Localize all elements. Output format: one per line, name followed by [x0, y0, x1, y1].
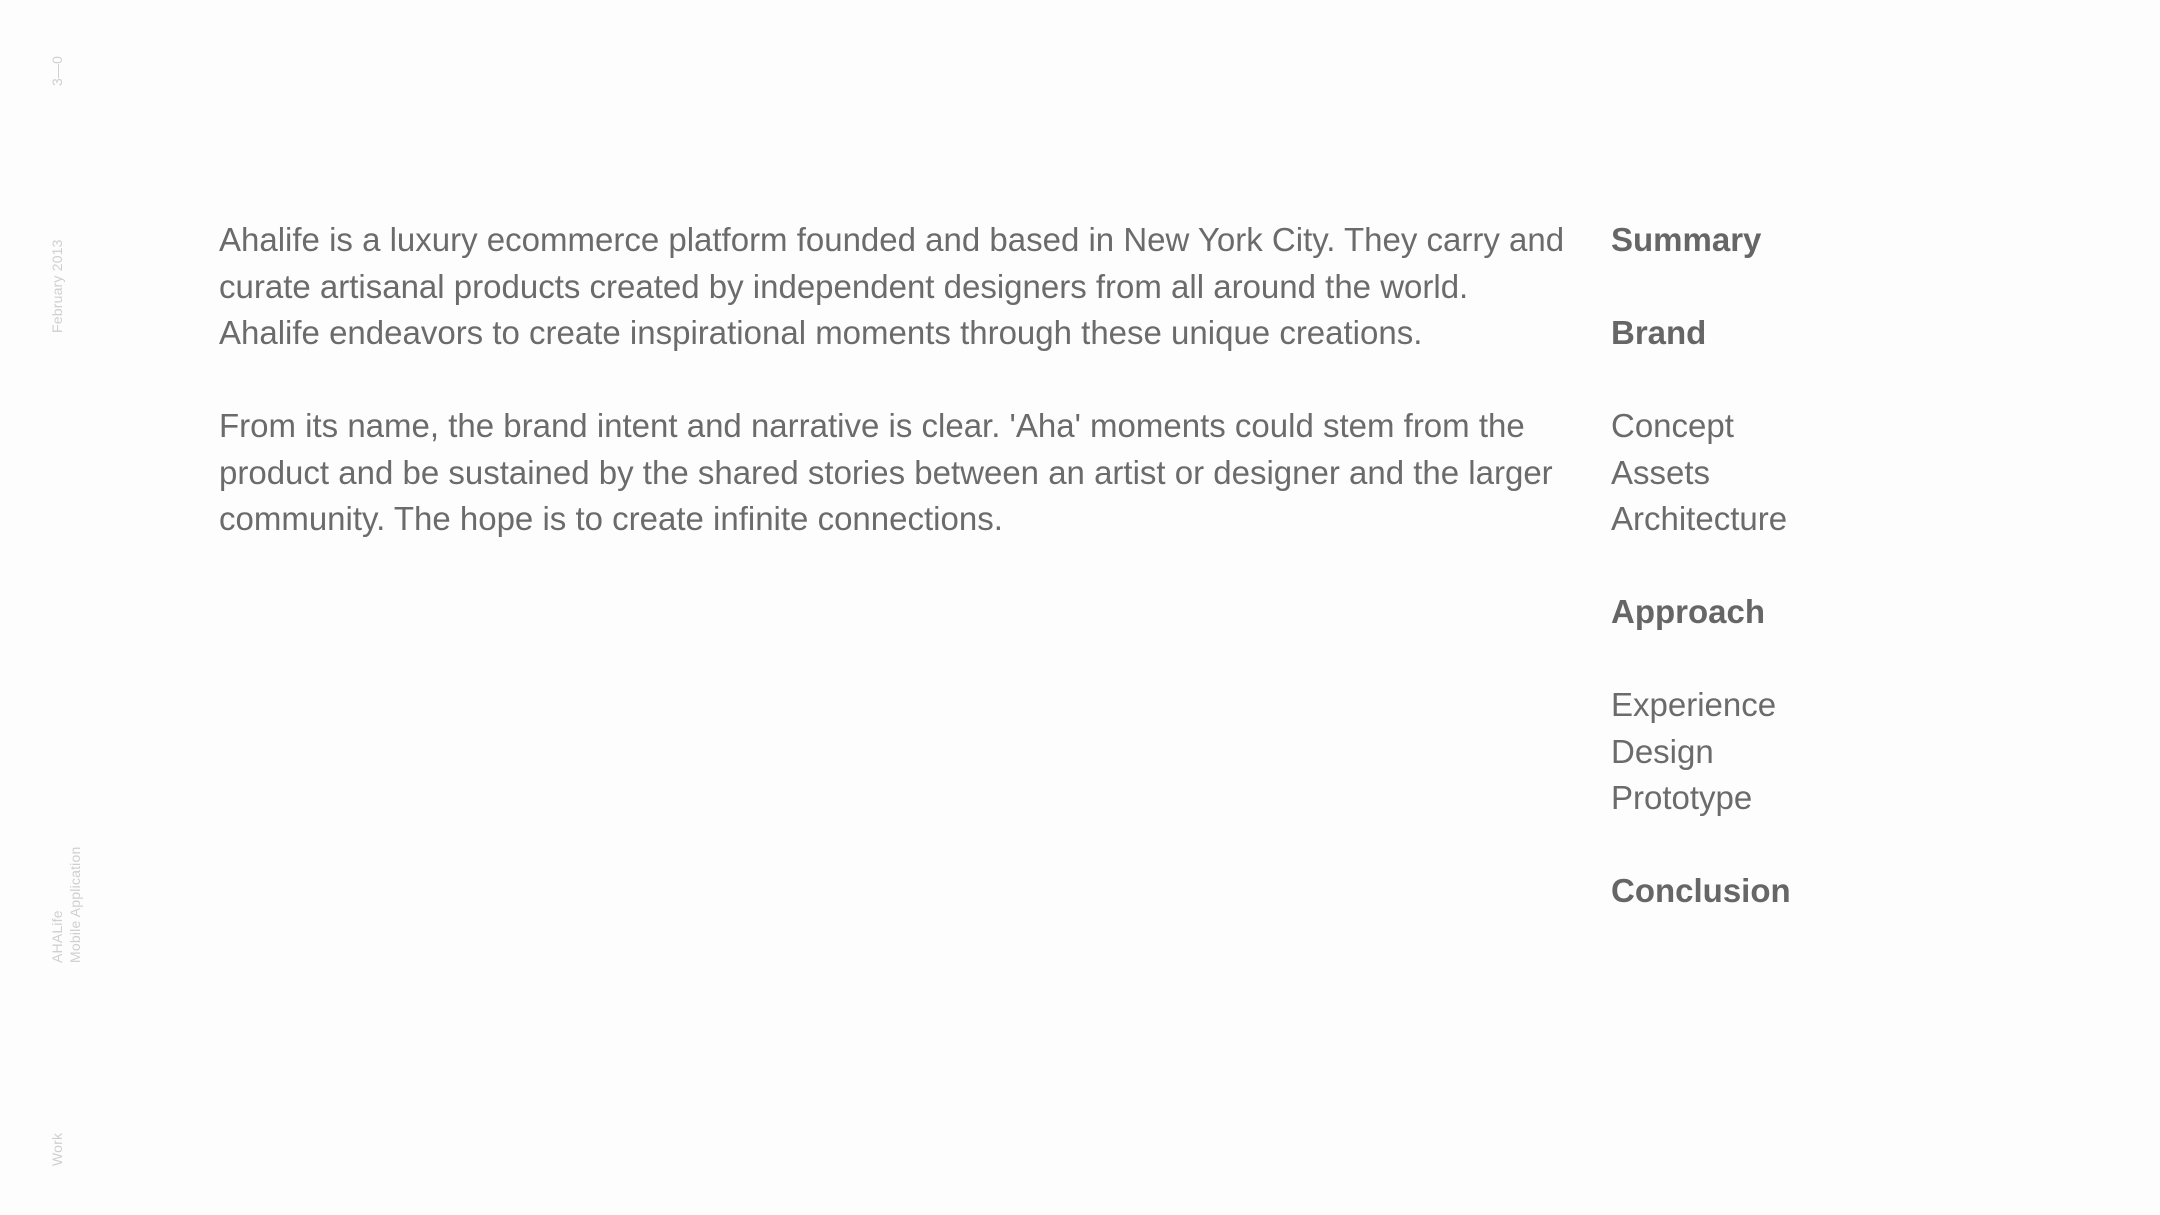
project-name: AHALife	[49, 910, 65, 963]
toc-design-link[interactable]: Design	[1611, 732, 1714, 770]
summary-paragraph: From its name, the brand intent and narrative is clear. 'Aha' moments could stem from the product and be sustained by the shared stories between an artist or designer and the larger community. The hope is to create infinite connections.	[219, 407, 1553, 537]
project-type: Mobile Application	[67, 846, 84, 963]
summary-paragraph: Ahalife is a luxury ecommerce platform founded and based in New York City. They carry and curate artisanal products created by independent designers from all around the world. Ahalife endeavors to create inspirational moments through these unique creations.	[219, 221, 1565, 351]
project-info	[48, 847, 84, 963]
summary-body	[219, 217, 1569, 589]
toc-experience-link[interactable]: Experience	[1611, 686, 1777, 723]
toc-concept-link[interactable]: Concept	[1611, 407, 1734, 444]
page-number: 3—0	[49, 55, 65, 86]
toc-conclusion-link[interactable]: Conclusion	[1611, 872, 1791, 909]
section-label: Work	[49, 1132, 65, 1166]
project-date: February 2013	[49, 239, 65, 333]
toc-brand-link[interactable]: Brand	[1611, 314, 1707, 351]
toc-summary-link[interactable]: Summary	[1611, 221, 1762, 258]
toc-approach-link[interactable]: Approach	[1611, 593, 1766, 630]
toc-architecture-link[interactable]: Architecture	[1611, 500, 1788, 537]
table-of-contents	[1611, 217, 1791, 961]
toc-prototype-link[interactable]: Prototype	[1611, 779, 1753, 816]
toc-assets-link[interactable]: Assets	[1611, 453, 1711, 491]
